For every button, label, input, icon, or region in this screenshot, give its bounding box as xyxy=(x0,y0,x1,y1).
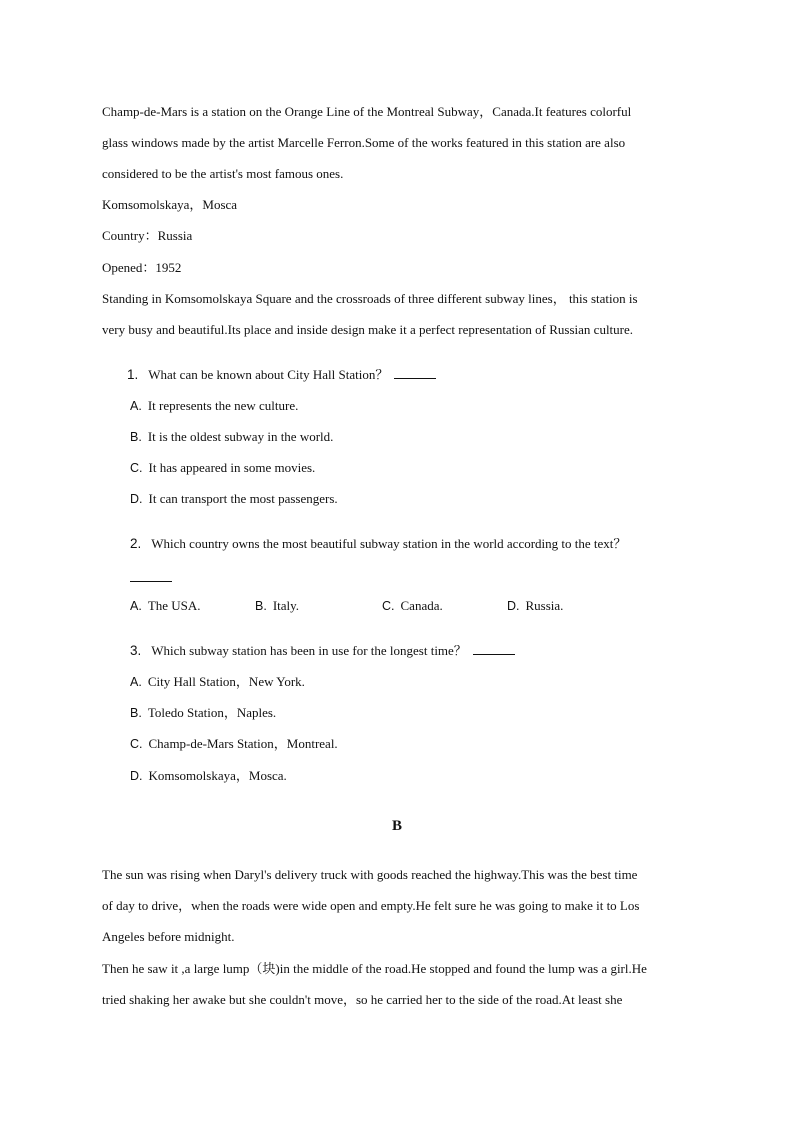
option-text: Toledo Station，Naples. xyxy=(147,705,277,720)
station-country: Country：Russia xyxy=(102,228,193,243)
passage-line: Champ-de-Mars is a station on the Orange Line of the Montreal Subway，Canada.It features colorful xyxy=(102,104,632,119)
option-a[interactable] xyxy=(130,598,201,614)
option-label: C. xyxy=(130,737,143,751)
answer-blank[interactable] xyxy=(473,644,515,655)
passage-line: The sun was rising when Daryl's delivery truck with goods reached the highway.This was the best time xyxy=(102,867,638,882)
option-c[interactable] xyxy=(130,736,338,752)
question-2 xyxy=(130,536,626,552)
option-c[interactable] xyxy=(382,598,443,614)
question-text: What can be known about City Hall Station？ xyxy=(148,367,389,382)
passage-line: very busy and beautiful.Its place and inside design make it a perfect representation of Russian culture. xyxy=(102,322,634,337)
question-1 xyxy=(127,367,436,383)
option-a[interactable] xyxy=(130,674,305,690)
option-label: D. xyxy=(130,769,143,783)
question-text: Which country owns the most beautiful subway station in the world according to the text？ xyxy=(151,536,627,551)
option-text: Komsomolskaya，Mosca. xyxy=(148,768,287,783)
option-label: D. xyxy=(130,492,143,506)
option-d[interactable] xyxy=(130,768,287,784)
option-d[interactable] xyxy=(130,491,338,507)
answer-blank[interactable] xyxy=(130,580,172,582)
option-b[interactable] xyxy=(130,705,276,721)
option-label: B. xyxy=(130,706,142,720)
question-number: 2. xyxy=(130,536,142,551)
option-text: The USA. xyxy=(147,598,201,613)
option-text: Italy. xyxy=(272,598,300,613)
option-label: B. xyxy=(130,430,142,444)
option-text: It can transport the most passengers. xyxy=(148,491,338,506)
question-text: Which subway station has been in use for the longest time？ xyxy=(151,643,467,658)
option-text: It has appeared in some movies. xyxy=(148,460,316,475)
option-b[interactable] xyxy=(255,598,299,614)
option-label: D. xyxy=(507,599,520,613)
passage-line: tried shaking her awake but she couldn't move，so he carried her to the side of the road.At least she xyxy=(102,992,623,1007)
option-label: C. xyxy=(382,599,395,613)
passage-line: glass windows made by the artist Marcelle Ferron.Some of the works featured in this station are also xyxy=(102,135,626,150)
passage-line: of day to drive，when the roads were wide open and empty.He felt sure he was going to make it to Los xyxy=(102,898,640,913)
option-text: It represents the new culture. xyxy=(147,398,299,413)
passage-line: Angeles before midnight. xyxy=(102,929,235,944)
option-c[interactable] xyxy=(130,460,315,476)
section-heading: B xyxy=(391,818,402,834)
option-text: Canada. xyxy=(400,598,443,613)
passage-line: Then he saw it ,a large lump（块)in the middle of the road.He stopped and found the lump was a girl.He xyxy=(102,961,647,976)
option-text: Russia. xyxy=(525,598,564,613)
option-text: It is the oldest subway in the world. xyxy=(147,429,334,444)
option-label: A. xyxy=(130,675,142,689)
question-3 xyxy=(130,643,515,659)
option-d[interactable] xyxy=(507,598,563,614)
passage-line: considered to be the artist's most famous ones. xyxy=(102,166,344,181)
question-number: 3. xyxy=(130,643,142,658)
station-opened: Opened：1952 xyxy=(102,260,182,275)
question-number: 1. xyxy=(127,367,139,382)
option-b[interactable] xyxy=(130,429,333,445)
passage-line: Standing in Komsomolskaya Square and the crossroads of three different subway lines， this station is xyxy=(102,291,638,306)
option-text: Champ-de-Mars Station，Montreal. xyxy=(148,736,338,751)
option-text: City Hall Station，New York. xyxy=(147,674,305,689)
option-label: C. xyxy=(130,461,143,475)
station-name: Komsomolskaya，Mosca xyxy=(102,197,238,212)
option-label: A. xyxy=(130,599,142,613)
option-label: A. xyxy=(130,399,142,413)
option-a[interactable] xyxy=(130,398,298,414)
answer-blank[interactable] xyxy=(394,368,436,379)
option-label: B. xyxy=(255,599,267,613)
